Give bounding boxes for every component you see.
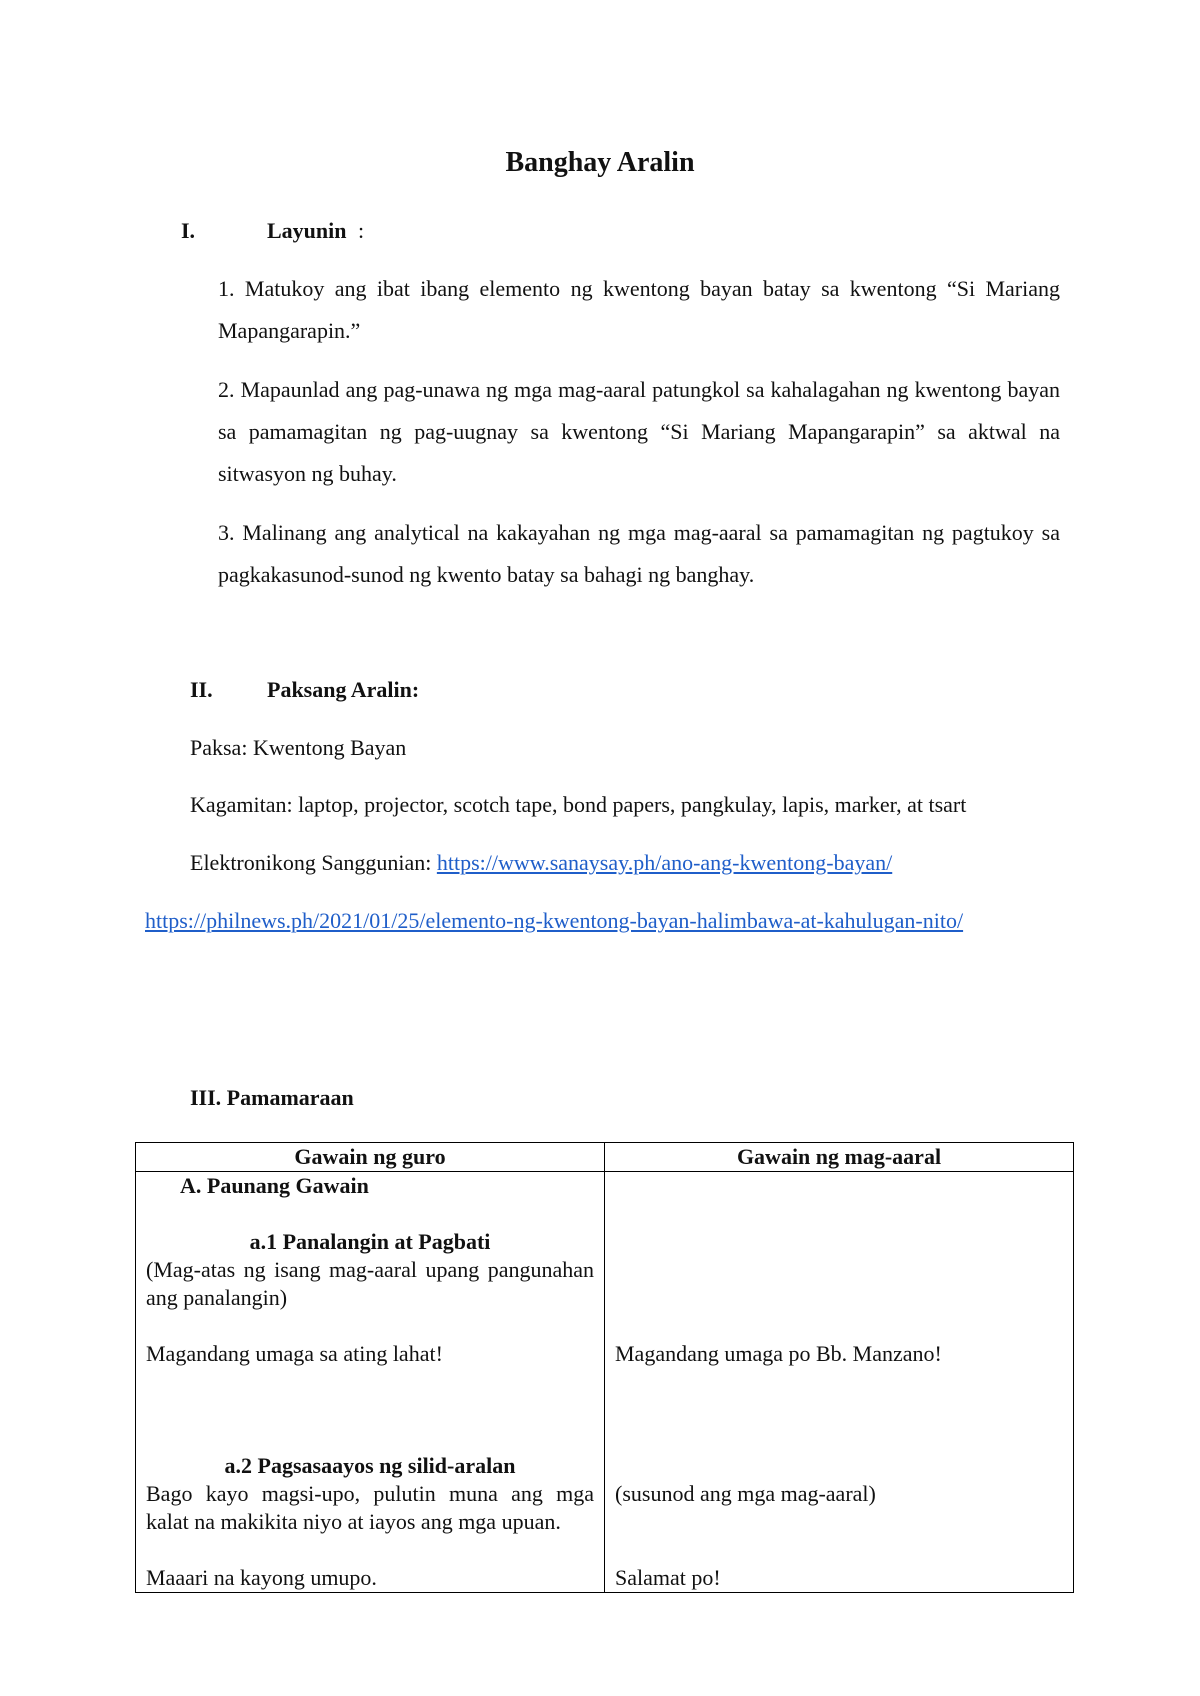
table-header-row — [136, 1143, 1074, 1172]
section-title-colon: : — [358, 218, 365, 243]
reference-link-sanaysay[interactable]: https://www.sanaysay.ph/ano-ang-kwentong-bayan/ — [436, 850, 893, 875]
objective-3: 3. Malinang ang analytical na kakayahan ng mga mag-aaral sa pamamagitan ng pagtukoy sa pagkakasunod-sunod ng kwento batay sa bahagi ng banghay. — [218, 520, 1060, 587]
reference-link-philnews[interactable]: https://philnews.ph/2021/01/25/elemento-ng-kwentong-bayan-halimbawa-at-kahulugan-nito/ — [145, 908, 964, 933]
header-gawain-ng-mag-aaral: Gawain ng mag-aaral — [605, 1143, 1074, 1172]
panalangin-instruction: (Mag-atas ng isang mag-aaral upang pangunahan ang panalangin) — [146, 1257, 594, 1310]
objective-2: 2. Mapaunlad ang pag-unawa ng mga mag-aaral patungkol sa kahalagahan ng kwentong bayan sa pamamagitan ng pag-uugnay sa kwentong “Si Mariang Mapangarapin” sa aktwal na sitwasyon ng buhay. — [218, 377, 1060, 486]
teacher-closing: Maaari na kayong umupo. — [146, 1565, 377, 1590]
pagsasaayos-subheading: a.2 Pagsasaayos ng silid-aralan — [224, 1453, 516, 1478]
header-gawain-ng-guro: Gawain ng guro — [136, 1143, 605, 1172]
section-title-pamamaraan: III. Pamamaraan — [190, 1085, 354, 1110]
reference-link-line — [145, 908, 963, 934]
objective-1: 1. Matukoy ang ibat ibang elemento ng kwentong bayan batay sa kwentong “Si Mariang Mapangarapin.” — [218, 276, 1060, 343]
student-activity-cell — [605, 1172, 1074, 1593]
elektronikong-label: Elektronikong Sanggunian: — [190, 850, 437, 875]
section-number-1: I. — [181, 218, 196, 243]
document-title: Banghay Aralin — [505, 147, 695, 178]
section-number-2: II. — [190, 677, 213, 702]
section-title-layunin: Layunin — [267, 218, 347, 243]
paunang-gawain-heading: A. Paunang Gawain — [180, 1173, 369, 1198]
teacher-activity-cell — [136, 1172, 605, 1593]
teacher-greeting: Magandang umaga sa ating lahat! — [146, 1341, 443, 1366]
panalangin-subheading: a.1 Panalangin at Pagbati — [249, 1229, 491, 1254]
student-closing-reply: Salamat po! — [615, 1565, 721, 1590]
pamamaraan-table — [135, 1142, 1074, 1593]
kagamitan-line: Kagamitan: laptop, projector, scotch tape, bond papers, pangkulay, lapis, marker, at tsart — [190, 792, 967, 817]
student-greeting-reply: Magandang umaga po Bb. Manzano! — [615, 1341, 942, 1366]
pagsasaayos-instruction: Bago kayo magsi-upo, pulutin muna ang mga kalat na makikita niyo at iayos ang mga upuan. — [146, 1481, 594, 1534]
student-followup: (susunod ang mga mag-aaral) — [615, 1481, 876, 1506]
table-row — [136, 1172, 1074, 1593]
paksa-line: Paksa: Kwentong Bayan — [190, 735, 407, 760]
elektronikong-sanggunian-line — [190, 850, 892, 876]
section-title-paksang-aralin: Paksang Aralin: — [267, 677, 420, 702]
